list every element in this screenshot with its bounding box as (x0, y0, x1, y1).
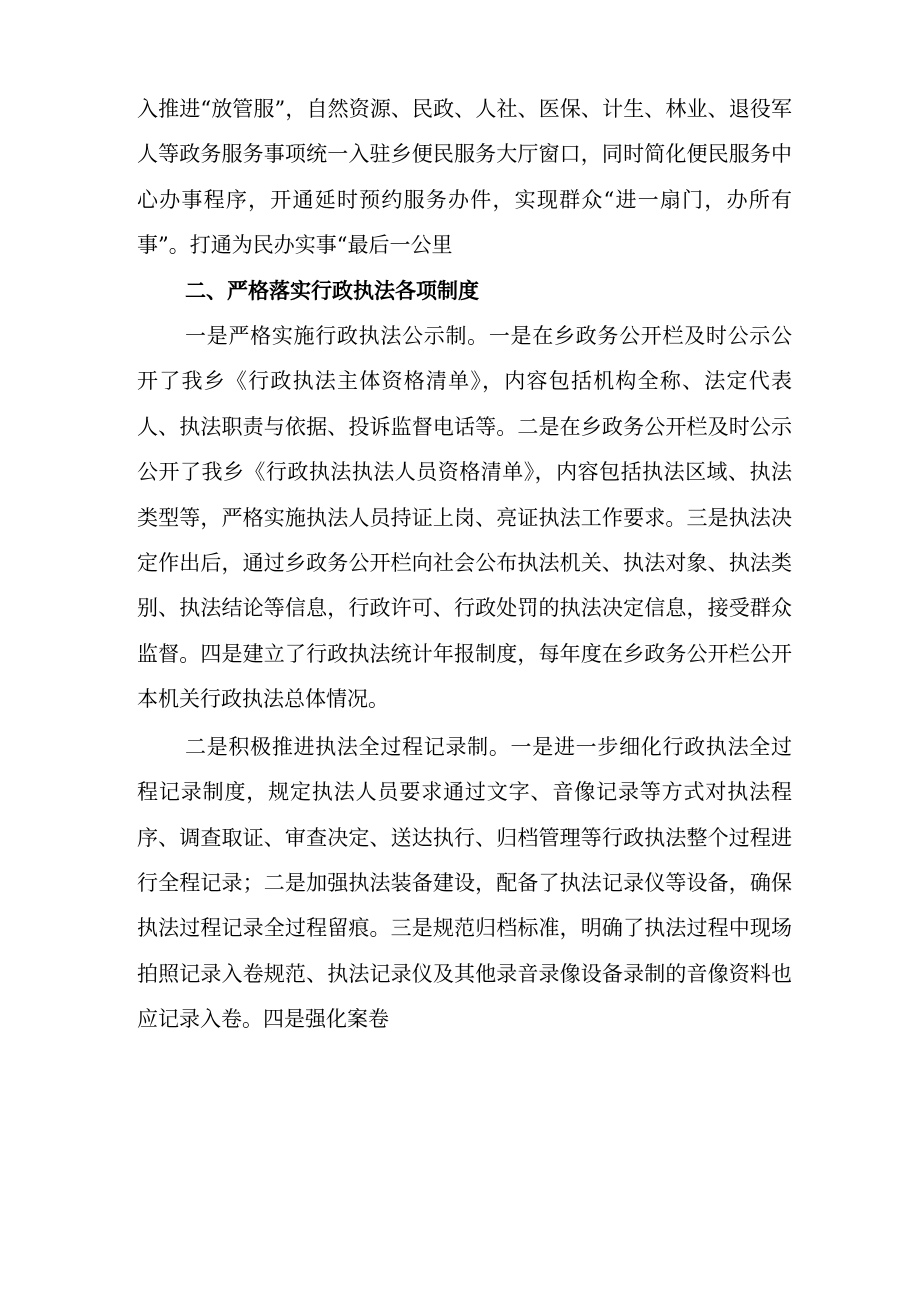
document-body (137, 87, 792, 1043)
section-heading: 二、严格落实行政执法各项制度 (185, 278, 479, 303)
paragraph-disclosure-system: 一是严格实施行政执法公示制。一是在乡政务公开栏及时公示公开了我乡《行政执法主体资格清单》，内容包括机构全称、法定代表人、执法职责与依据、投诉监督电话等。二是在乡政务公开栏及时公示公开了我乡《行政执法执法人员资格清单》，内容包括执法区域、执法类型等，严格实施执法人员持证上岗、亮证执法工作要求。三是执法决定作出后，通过乡政务公开栏向社会公布执法机关、执法对象、执法类别、执法结论等信息，行政许可、行政处罚的执法决定信息，接受群众监督。四是建立了行政执法统计年报制度，每年度在乡政务公开栏公开本机关行政执法总体情况。 (137, 324, 792, 712)
paragraph-full-process-recording: 二是积极推进执法全过程记录制。一是进一步细化行政执法全过程记录制度，规定执法人员要求通过文字、音像记录等方式对执法程序、调查取证、审查决定、送达执行、归档管理等行政执法整个过程进行全程记录；二是加强执法装备建设，配备了执法记录仪等设备，确保执法过程记录全过程留痕。三是规范归档标准，明确了执法过程中现场拍照记录入卷规范、执法记录仪及其他录音录像设备录制的音像资料也应记录入卷。四是强化案卷 (137, 734, 792, 1032)
paragraph-continuation: 入推进“放管服”，自然资源、民政、人社、医保、计生、林业、退役军人等政务服务事项统一入驻乡便民服务大厅窗口，同时简化便民服务中心办事程序，开通延时预约服务办件，实现群众“进一扇门，办所有事”。打通为民办实事“最后一公里 (137, 97, 792, 258)
